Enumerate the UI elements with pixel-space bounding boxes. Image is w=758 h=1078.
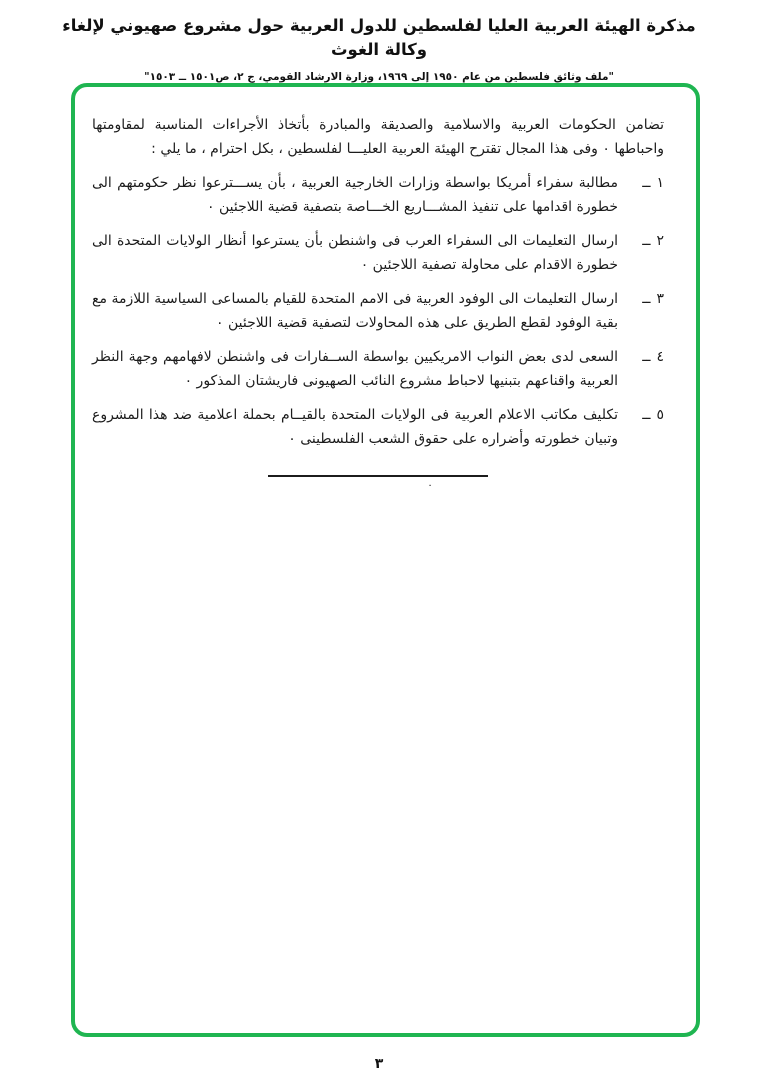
item-marker [618,345,664,393]
item-text: ارسال التعليمات الى الوفود العربية فى الامم المتحدة للقيام بالمساعى السياسية اللازمة مع بقية الوفود لقطع الطريق على هذه المحاولات لتصفية قضية اللاجئين ٠ [92,291,618,331]
item-dash: ــ [642,407,651,423]
list-item-2 [92,229,664,277]
intro-paragraph: تضامن الحكومات العربية والاسلامية والصديقة والمبادرة بأتخاذ الأجراءات المناسبة لمقاومتها واحباطها ٠ وفى هذا المجال تقترح الهيئة العربية العليـــا لفلسطين ، بكل احترام ، ما يلي : [92,117,664,157]
item-number: ٣ [656,291,664,307]
list-item-3 [92,287,664,335]
item-marker [618,171,664,219]
footnote-separator [268,475,488,477]
footnote-mark: ٠ [427,480,433,491]
page-subtitle: "ملف وثائق فلسطين من عام ١٩٥٠ إلى ١٩٦٩، وزارة الارشاد القومي، ج ٢، ص١٥٠١ ــ ١٥٠٣" [144,71,614,83]
document-frame [71,83,700,1037]
item-text: ارسال التعليمات الى السفراء العرب فى واشنطن بأن يسترعوا أنظار الولايات المتحدة الى خطورة الاقدام على محاولة تصفية اللاجئين ٠ [92,233,618,273]
list-item-4 [92,345,664,393]
item-text: مطالبة سفراء أمريكا بواسطة وزارات الخارجية العربية ، بأن يســـترعوا نظر حكومتهم الى خطورة اقدامها على تنفيذ المشـــاريع الخـــاصة بتصفية قضية اللاجئين ٠ [92,175,618,215]
item-number: ٤ [656,349,664,365]
item-text: السعى لدى بعض النواب الامريكيين بواسطة الســفارات فى واشنطن لافهامهم وجهة النظر العربية واقناعهم بتبنيها لاحباط مشروع النائب الصهيونى فاريشتان المذكور ٠ [92,349,618,389]
page-title: مذكرة الهيئة العربية العليا لفلسطين للدول العربية حول مشروع صهيوني لإلغاء وكالة الغوث [62,16,696,59]
item-marker [618,229,664,277]
item-dash: ــ [642,233,651,249]
page-number: ٣ [374,1056,384,1072]
list-item-5 [92,403,664,451]
item-dash: ــ [642,175,651,191]
item-marker [618,287,664,335]
item-text: تكليف مكاتب الاعلام العربية فى الولايات المتحدة بالقيــام بحملة اعلامية ضد هذا المشروع وتبيان خطورته وأضراره على حقوق الشعب الفلسطينى ٠ [92,407,618,447]
list-item-1 [92,171,664,219]
item-dash: ــ [642,349,651,365]
document-header [0,14,758,83]
item-dash: ــ [642,291,651,307]
item-number: ١ [656,175,664,191]
item-marker [618,403,664,451]
item-number: ٥ [656,407,664,423]
item-number: ٢ [656,233,664,249]
document-body [92,113,664,492]
